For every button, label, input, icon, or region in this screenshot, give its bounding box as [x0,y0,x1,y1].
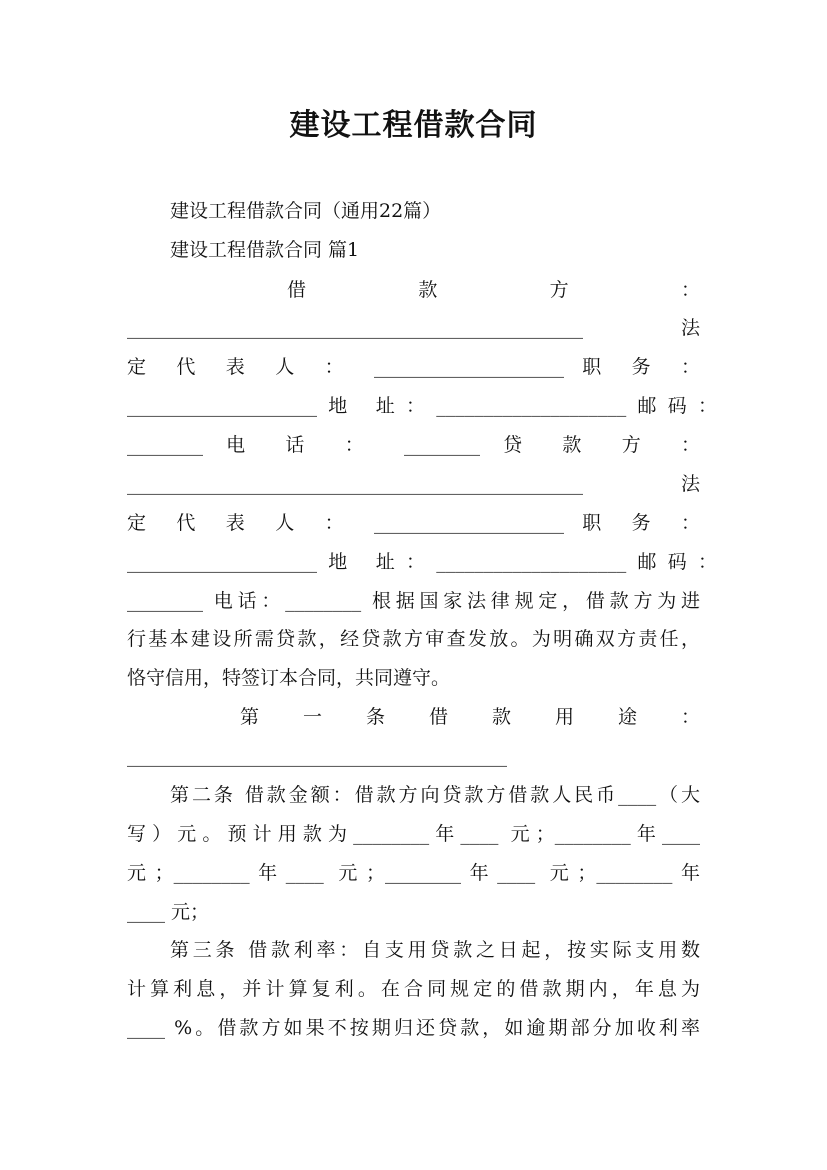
doc-line-lender-phone: ________ 电话：________ 根据国家法律规定，借款方为进 [127,590,700,612]
doc-line-lender-rep: 定 代 表 人 ： ____________________ 职 务 ： [127,512,700,534]
doc-line-preamble: 行基本建设所需贷款，经贷款方审查发放。为明确双方责任， [127,628,700,650]
doc-line-borrower: 借 款 方 ： [287,279,700,301]
doc-line-lender-address: ____________________地 址：____________________邮码： [127,551,717,573]
doc-line-lender-blank: ________________________________________________ 法 [127,473,700,495]
doc-line-borrower-rep: 定 代 表 人 ： ____________________ 职 务 ： [127,356,700,378]
doc-line-article-2-cont-2: 元；________年____ 元；________年____ 元；________年 [127,862,700,884]
doc-line-article-3-cont-2: ____ %。借款方如果不按期归还贷款，如逾期部分加收利率 [127,1017,700,1039]
doc-line-subtitle: 建设工程借款合同（通用22篇） [170,200,442,222]
doc-line-borrower-phone-lender: ________ 电 话 ： ________ 贷 款 方 ： [127,434,700,456]
doc-line-article-2-cont-1: 写）元。预计用款为________年____ 元；________年____ [127,823,700,845]
doc-line-preamble-end: 恪守信用，特签订本合同，共同遵守。 [127,667,451,689]
document-title: 建设工程借款合同 [289,108,538,143]
doc-line-article-1-blank: ________________________________________ [127,745,507,767]
doc-line-article-3: 第三条 借款利率：自支用贷款之日起，按实际支用数 [170,939,700,961]
doc-line-borrower-address: ____________________地 址：____________________邮码： [127,395,717,417]
doc-line-borrower-blank: ________________________________________________ 法 [127,317,700,339]
doc-line-section-heading: 建设工程借款合同 篇1 [170,239,360,261]
doc-line-article-2: 第二条 借款金额：借款方向贷款方借款人民币____（大 [170,784,700,806]
doc-line-article-1: 第 一 条 借 款 用 途 ： [240,706,700,728]
doc-line-article-2-cont-3: ____ 元； [127,901,210,923]
doc-line-article-3-cont-1: 计算利息，并计算复利。在合同规定的借款期内，年息为 [127,978,700,1000]
